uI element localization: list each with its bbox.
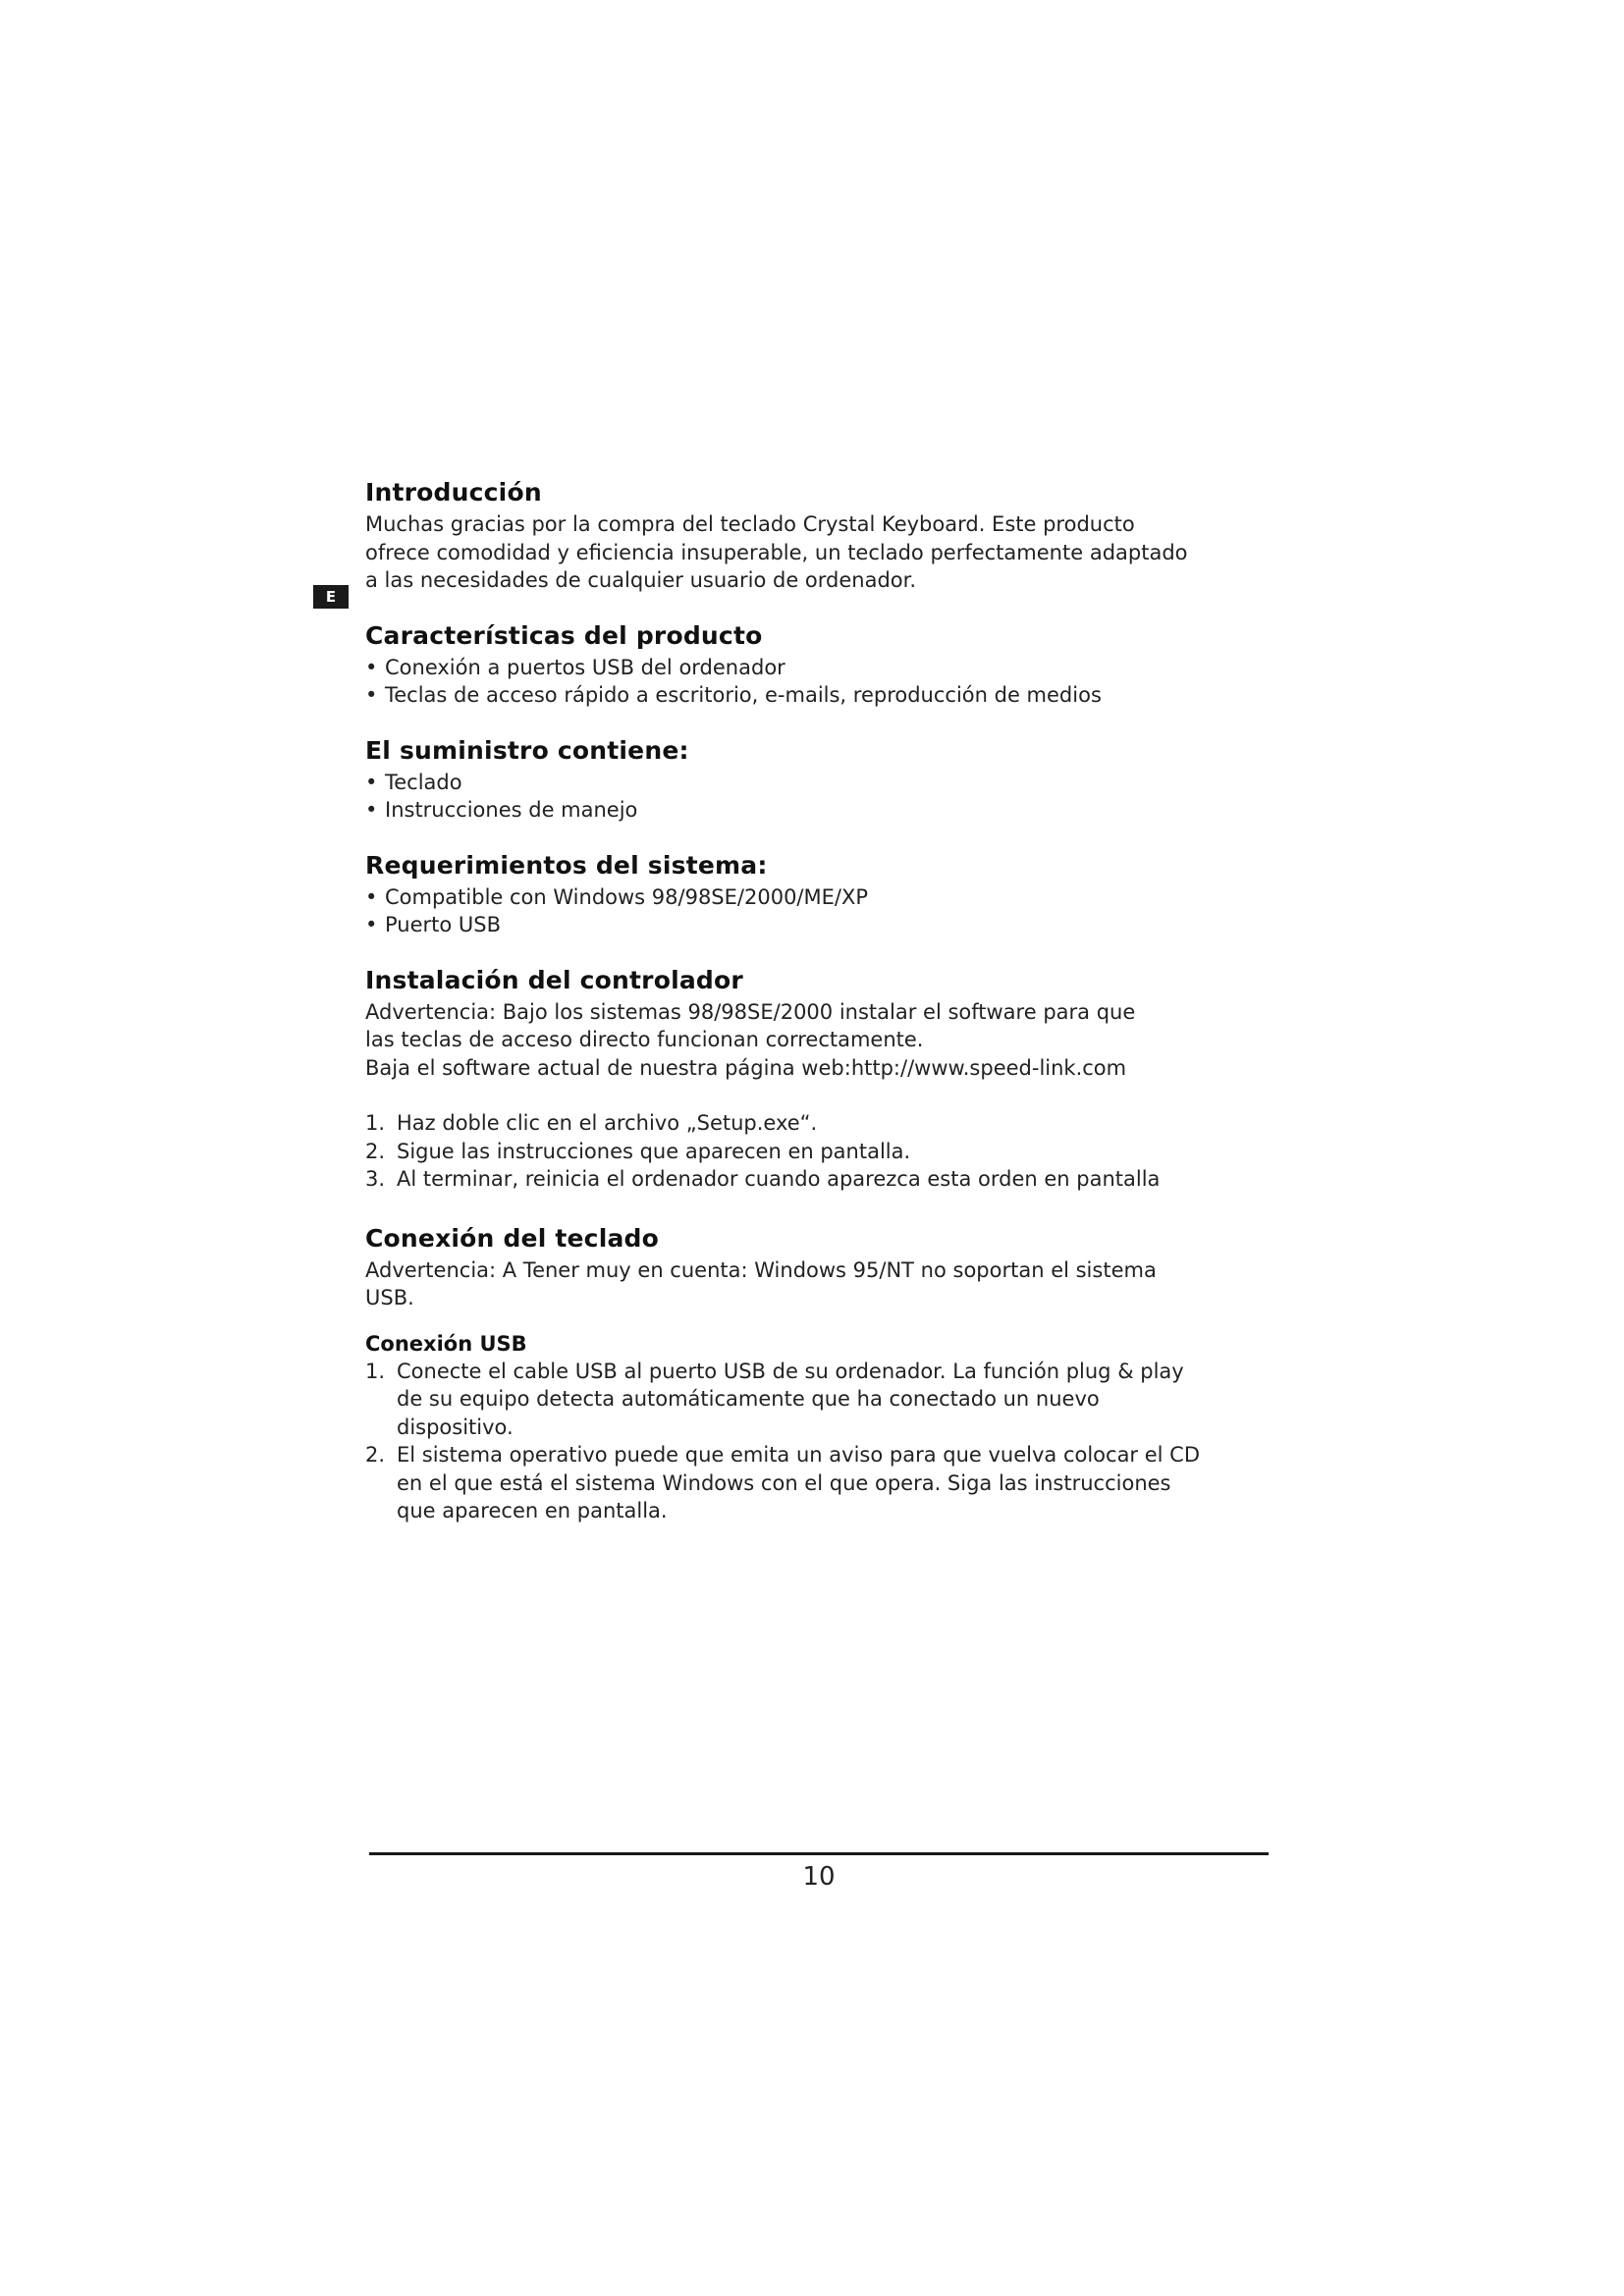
step-text: Al terminar, reinicia el ordenador cuando aparezca esta orden en pantalla xyxy=(397,1167,1161,1191)
bullet-list xyxy=(365,769,1269,825)
subsection-heading: Conexión USB xyxy=(365,1331,527,1356)
bullet-item: • Compatible con Windows 98/98SE/2000/ME/XP xyxy=(365,883,1269,912)
section-system-requirements xyxy=(365,850,1269,939)
paragraph-line: las teclas de acceso directo funcionan correctamente. xyxy=(365,1028,924,1051)
step-text: Haz doble clic en el archivo „Setup.exe“. xyxy=(397,1111,818,1135)
step-line: de su equipo detecta automáticamente que ha conectado un nuevo xyxy=(397,1387,1100,1411)
paragraph-line: Muchas gracias por la compra del teclado Crystal Keyboard. Este producto xyxy=(365,512,1135,536)
paragraph-line: Advertencia: Bajo los sistemas 98/98SE/2000 instalar el software para que xyxy=(365,999,1136,1024)
section-heading: Conexión del teclado xyxy=(365,1223,660,1253)
bullet-list xyxy=(365,883,1269,939)
section-keyboard-connection xyxy=(365,1223,1269,1525)
bullet-item: • Instrucciones de manejo xyxy=(365,796,1269,825)
step-line: en el que está el sistema Windows con el que opera. Siga las instrucciones xyxy=(397,1470,1171,1495)
paragraph-line: a las necesidades de cualquier usuario de ordenador. xyxy=(365,568,917,592)
bullet-item: • Teclas de acceso rápido a escritorio, e-mails, reproducción de medios xyxy=(365,681,1269,710)
numbered-steps xyxy=(365,1358,1269,1525)
step-item xyxy=(365,1138,1269,1166)
step-line: Conecte el cable USB al puerto USB de su ordenador. La función plug & play xyxy=(397,1359,1184,1383)
language-tab: E xyxy=(313,585,349,609)
step-text: Sigue las instrucciones que aparecen en pantalla. xyxy=(397,1139,911,1163)
section-heading: Instalación del controlador xyxy=(365,965,743,994)
step-number: 3. xyxy=(365,1167,386,1191)
page-number: 10 xyxy=(802,1862,836,1892)
bullet-item: • Conexión a puertos USB del ordenador xyxy=(365,654,1269,682)
section-heading: Requerimientos del sistema: xyxy=(365,850,768,880)
bullet-item: • Puerto USB xyxy=(365,911,1269,939)
section-driver-installation xyxy=(365,965,1269,1194)
spacer xyxy=(365,1082,1269,1109)
step-number: 1. xyxy=(365,1359,386,1383)
step-line: El sistema operativo puede que emita un aviso para que vuelva colocar el CD xyxy=(397,1443,1201,1467)
step-item xyxy=(365,1441,1269,1525)
section-heading: Características del producto xyxy=(365,620,763,650)
paragraph-line: ofrece comodidad y eficiencia insuperable, un teclado perfectamente adaptado xyxy=(365,540,1188,564)
section-features xyxy=(365,620,1269,710)
paragraph-line: USB. xyxy=(365,1286,414,1309)
bullet-item: • Teclado xyxy=(365,769,1269,797)
section-introduction xyxy=(365,477,1269,595)
step-item xyxy=(365,1109,1269,1138)
step-line: dispositivo. xyxy=(397,1415,514,1439)
step-line: que aparecen en pantalla. xyxy=(397,1499,668,1522)
paragraph-line: Advertencia: A Tener muy en cuenta: Windows 95/NT no soportan el sistema xyxy=(365,1257,1157,1282)
section-package-contents xyxy=(365,735,1269,825)
download-line: Baja el software actual de nuestra página web:http://www.speed-link.com xyxy=(365,1055,1127,1080)
page-content xyxy=(365,477,1269,1551)
step-number: 2. xyxy=(365,1139,386,1163)
section-heading: Introducción xyxy=(365,478,542,507)
step-number: 1. xyxy=(365,1111,386,1135)
bullet-list xyxy=(365,654,1269,710)
step-item xyxy=(365,1358,1269,1442)
step-item xyxy=(365,1165,1269,1194)
step-number: 2. xyxy=(365,1443,386,1467)
numbered-steps xyxy=(365,1109,1269,1194)
spacer xyxy=(365,1312,1269,1330)
footer-divider xyxy=(369,1852,1269,1855)
section-heading: El suministro contiene: xyxy=(365,735,689,765)
